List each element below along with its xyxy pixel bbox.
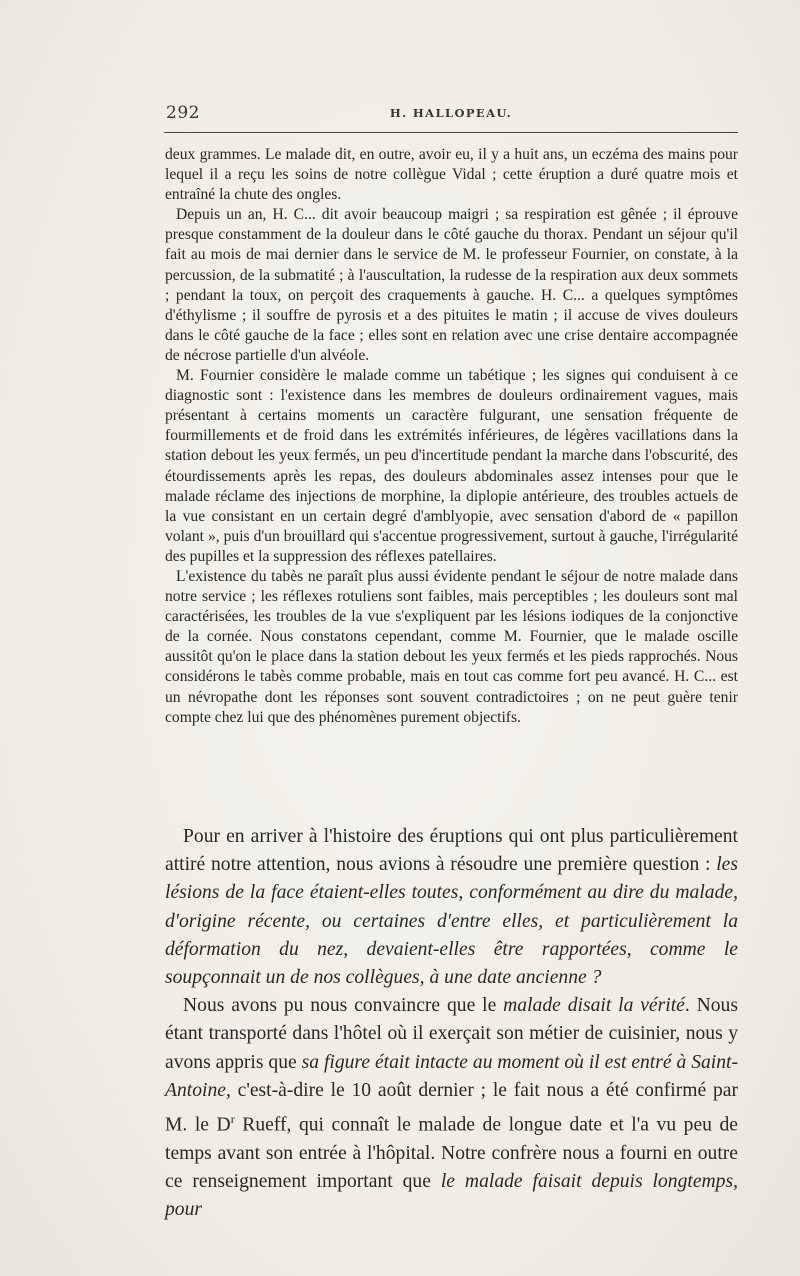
- paragraph-fournier: M. Fournier considère le malade comme un tabétique ; les signes qui conduisent à ce diagnostic sont : l'existence dans les membres de douleurs ordinairement vagues, mais présentant à certains moments un caractère fulgurant, une sensation fréquente de fourmillements et de froid dans les extrémités inférieures, de légères vacillations dans la station debout les yeux fermés, un peu d'incertitude pendant la marche dans l'obscurité, des étourdissements après les repas, des douleurs abdominales assez intenses pour que le malade réclame des injections de morphine, la diplopie antérieure, des troubles actuels de la vue consistant en un certain degré d'amblyopie, avec sensation d'abord de « papillon volant », puis d'un brouillard qui s'accentue progressivement, surtout à gauche, l'irrégularité des pupilles et la suppression des réflexes patellaires.: [165, 367, 738, 565]
- verification-e: , c'est-à-dire le 10 août dernier ; le fait nous a été confirmé par M. le D: [165, 1079, 738, 1136]
- question-intro: Pour en arriver à l'histoire des éruptions qui ont plus particulièrement attiré notre attention, nous avions à résoudre une première question :: [165, 826, 738, 876]
- verification-c: . Nous étant transporté dans l'hôtel où il exerçait son métier de cuisinier, nous y avons appris que: [165, 995, 738, 1073]
- header-rule: [164, 132, 738, 133]
- paragraph-verification: [165, 992, 738, 1224]
- verification-b: malade disait la vérité: [503, 995, 685, 1017]
- page-number: 292: [166, 103, 200, 123]
- verification-a: Nous avons pu nous convaincre que le: [183, 995, 504, 1017]
- verification-f: Rueff, qui connaît le malade de longue date et l'a vu peu de temps avant son entrée à l'hôpital. Notre confrère nous a fourni en outre ce renseignement important que: [165, 1114, 738, 1192]
- paragraph-question: [165, 823, 738, 992]
- discussion-text: [165, 823, 738, 1224]
- verification-sup: r: [230, 1112, 235, 1127]
- paragraph-tabes: L'existence du tabès ne paraît plus aussi évidente pendant le séjour de notre malade dans notre service ; les réflexes rotuliens sont faibles, mais perceptibles ; les douleurs sont mal caractérisées, les troubles de la vue s'expliquent par les lésions iodiques de la conjonctive de la cornée. Nous constatons cependant, comme M. Fournier, que le malade oscille aussitôt qu'on le place dans la station debout les yeux fermés et les pieds rapprochés. Nous considérons le tabès comme probable, mais en tout cas comme fort peu avancé. H. C... est un névropathe dont les réponses sont souvent contradictoires ; on ne peut guère tenir compte chez lui que des phénomènes purement objectifs.: [165, 567, 738, 726]
- paragraph-history: Depuis un an, H. C... dit avoir beaucoup maigri ; sa respiration est gênée ; il éprouve presque constamment de la douleur dans le côté gauche du thorax. Pendant un séjour qu'il fait au mois de mai dernier dans le service de M. le professeur Fournier, on constate, à la percussion, de la submatité ; à l'auscultation, la rudesse de la respiration aux deux sommets ; pendant la toux, on perçoit des craquements à gauche. H. C... a quelques symptômes d'éthylisme ; il souffre de pyrosis et a des pituites le matin ; il accuse de vives douleurs dans le côté gauche de la face ; elles sont en relation avec une crise dentaire accompagnée de nécrose partielle d'un alvéole.: [165, 206, 738, 364]
- verification-g: le malade faisait depuis longtemps, pour: [165, 1170, 739, 1221]
- question-italic: les lésions de la face étaient-elles toutes, conformément au dire du malade, d'origine récente, ou certaines d'entre elles, et particulièrement la déformation du nez, devaient-elles être rapportées, comme le soupçonnait un de nos collègues, à une date ancienne ?: [165, 854, 738, 989]
- paragraph-eczema: deux grammes. Le malade dit, en outre, avoir eu, il y a huit ans, un eczéma des mains pour lequel il a reçu les soins de notre collègue Vidal ; cette éruption a duré quatre mois et entraîné la chute des ongles.: [165, 146, 738, 204]
- verification-d: sa figure était intacte au moment où il est entré à Saint-Antoine: [165, 1051, 738, 1101]
- page-header: [166, 103, 736, 125]
- case-report-text: [165, 145, 738, 728]
- running-head: H. HALLOPEAU.: [389, 106, 513, 120]
